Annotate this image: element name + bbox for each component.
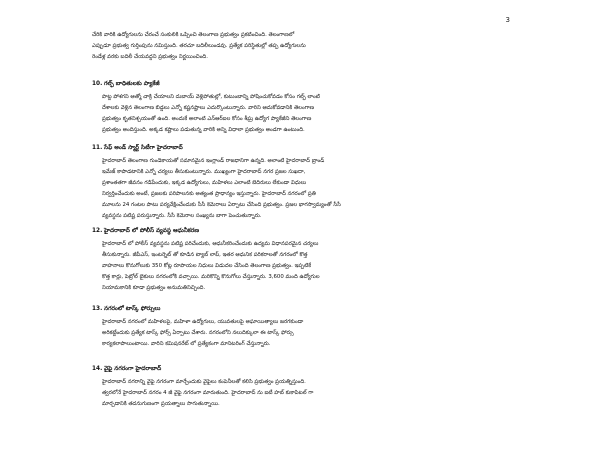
paragraph-line: కార్యకలాపాలుంటాయి. వారిని కమిషనరేట్ లో ప్రత్యేకంగా మానిటరింగ్ చేస్తున్నారు. <box>102 341 271 347</box>
section-12 <box>92 226 508 294</box>
section-title: సేఫ్ అండ్ స్మార్ట్ సిటీగా హైదరాబాద్ <box>104 145 183 151</box>
paragraph-line: తీసుకున్నారు. జీపీఎస్, ఇంటర్నెట్ తో కూడిన ట్యాబ్ లాప్, ఇతర ఆధునిక పరికరాలతో నగరంలో కొత్త <box>102 252 308 258</box>
section-heading <box>92 143 508 154</box>
paragraph-line: నియామకానికి కూడా ప్రభుత్వం అనుమతినిచ్చింది. <box>102 285 206 291</box>
section-number: 14. <box>92 366 103 372</box>
section-title: వైఫై నగరంగా హైదరాబాద్ <box>104 366 162 372</box>
paragraph-line: ప్రశాంతతగా జీవనం గడిపేందుకు, ఇక్కడ ఉద్యోగులు, మహిళలు ఎలాంటి బెదిరులు లేకుండా విధులు <box>102 180 307 186</box>
paragraph-line: ఇమేజ్ కాపాడటానికి ఎన్నో చర్యలు తీసుకుంటున్నారు. ముఖ్యంగా హైదరాబాద్ నగర ప్రజల సుఖదా, <box>102 169 306 175</box>
section-title: గల్ఫ్ బాధితులకు ప్యాకేజీ <box>104 81 160 87</box>
section-heading <box>92 226 508 237</box>
section-title: నగరంలో టాస్క్ ఫోర్సులు <box>104 306 161 312</box>
section-14 <box>92 364 508 410</box>
paragraph-line: దేశాలకు వెళ్లిన తెలంగాణ బిడ్డలు ఎన్నో కష్టనష్టాలు ఎదుర్కొంటున్నారు. వారిని ఆదుకోవడానికి తెలంగాణ <box>102 105 315 111</box>
section-title: హైదరాబాద్ లో పోలీస్ వ్యవస్థ ఆధునీకరణ <box>104 228 200 234</box>
section-13 <box>92 304 508 350</box>
section-number: 13. <box>92 306 103 312</box>
intro-paragraph <box>92 30 508 63</box>
section-paragraph <box>92 92 508 136</box>
paragraph-line: ఎప్పుడూ ప్రభుత్వ గుర్తింపును నమిస్తుంది. తరచూ బదిలీలుండవు. ప్రత్యేక పరిస్థితుల్లో తప్ప ఉద్యోగులను <box>92 43 306 49</box>
section-paragraph <box>92 317 508 350</box>
paragraph-line: నిర్వర్తించేందుకు అంటే, ప్రజలకు పరిపాలనకు అత్యంత ప్రాధాన్యం ఇస్తున్నారు. హైదరాబాద్ నగరంలో ప్రతి <box>102 191 316 197</box>
paragraph-line: వ్యవస్థను పటిష్ట పరుస్తున్నారు. సీసీ కెమెరాల సంఖ్యను బాగా పెంచుతున్నారు. <box>102 213 262 219</box>
section-number: 10. <box>92 81 103 87</box>
paragraph-line: హైదరాబాద్ నగరంలో మహిళలపై, మహిళా ఉద్యోగులు, యువతులపై అఘాయిత్యాలు జరగకుండా <box>102 319 304 325</box>
paragraph-line: కొత్త కార్లు, పెట్రోల్ బైకులు నగరంలోకి వచ్చాయి. మరికొన్ని కొనుగోలు చేస్తున్నారు. 3,600 మంది ఉద్యోగుల <box>102 274 320 280</box>
section-number: 12. <box>92 228 103 234</box>
paragraph-line: రెండేళ్ల వరకు బదిలీ చేయవద్దని ప్రభుత్వం నిర్ణయించింది. <box>92 54 208 60</box>
section-10 <box>92 79 508 136</box>
paragraph-line: వాహనాలు కొనుగోలుకు 350 కోట్ల రూపాయల నిధులు విడుదల చేసింది తెలంగాణ ప్రభుత్వం. ఇప్పటికే <box>102 263 312 269</box>
paragraph-line: అరికట్టేందుకు ప్రత్యేక టాస్క్ ఫోర్స్ ఏర్పాటు చేశారు. నగరంలోని నలుదిక్కులా ఈ టాస్క్ ఫోర్సు <box>102 330 294 336</box>
section-heading <box>92 79 508 90</box>
section-paragraph <box>92 156 508 222</box>
page-number: 3 <box>505 16 510 24</box>
paragraph-line: పొట్ట పోశగని ఆత్మో చాక్రి చేయాలని దుబాయ్ వెళ్లిపోతుల్లో, కుటుంబాన్ని పోషించుకోవడం కోసం గల్ఫ్ లాంటి <box>102 94 320 100</box>
section-heading <box>92 304 508 315</box>
paragraph-line: మూలను 24 గంటల పాటు పర్యవేక్షించేందుకు సీసీ కెమెరాలు ఏర్పాటు చేసింది ప్రభుత్వం. ప్రజల భాగస్వామ్యంతో సీసీ <box>102 202 341 208</box>
paragraph-line: హైదరాబాద్ లో పోలీస్ వ్యవస్థను పటిష్ట పరిచేందుకు, ఆధునీకరించేందుకు ఉద్యమ విధానపరమైన చర్యలు <box>102 241 319 247</box>
paragraph-line: ప్రభుత్వం కృతనిశ్చయంతో ఉంది. అందుకే అలాంటి ఎన్ఆర్ఐల కోసం శీఘ్ర ఉద్యోగ ప్యాకేజీని తెలంగాణ <box>102 116 312 122</box>
paragraph-line: ప్రభుత్వం అందిస్తుంది. అక్కడ కష్టాలు పడుతున్న వారికి అన్ని విధాలా ప్రభుత్వం అండగా ఉంటుంది. <box>102 127 305 133</box>
paragraph-line: త్వరలోనే హైదరాబాద్ నగరం 4 జీ వైఫై నగరంగా మారుతుంది. హైదరాబాద్ ను ఐటీ హబ్ కుకాపిటల్ గా <box>102 390 314 396</box>
paragraph-line: హైదరాబాద్ తెలంగాణ గుండెకాయతో సమానమైన ఇంగ్లాండ్ రాజధానిగా ఉన్నది. అలాంటి హైదరాబాద్ బ్రాండ్ <box>102 158 325 164</box>
section-paragraph <box>92 239 508 294</box>
section-heading <box>92 364 508 375</box>
section-11 <box>92 143 508 222</box>
paragraph-line: చేరికి వారికి ఉద్యోగులను చేరంచే సంకులికి ఒప్పించి తెలంగాణ ప్రభుత్వం ప్రకటించింది. తెలంగాణలో <box>92 32 295 38</box>
paragraph-line: మార్చడానికి తదనుగుణంగా ప్రయత్నాలు సాగుతున్నాయి. <box>102 401 220 407</box>
document-body <box>92 30 508 410</box>
section-number: 11. <box>92 145 103 151</box>
section-paragraph <box>92 377 508 410</box>
paragraph-line: హైదరాబాద్ నగరాన్ని వైఫై నగరంగా మార్చేందుకు వైఫైలు కంపెనీలతో కలిసి ప్రభుత్వం ప్రయత్నిస్తుంది. <box>102 379 306 385</box>
